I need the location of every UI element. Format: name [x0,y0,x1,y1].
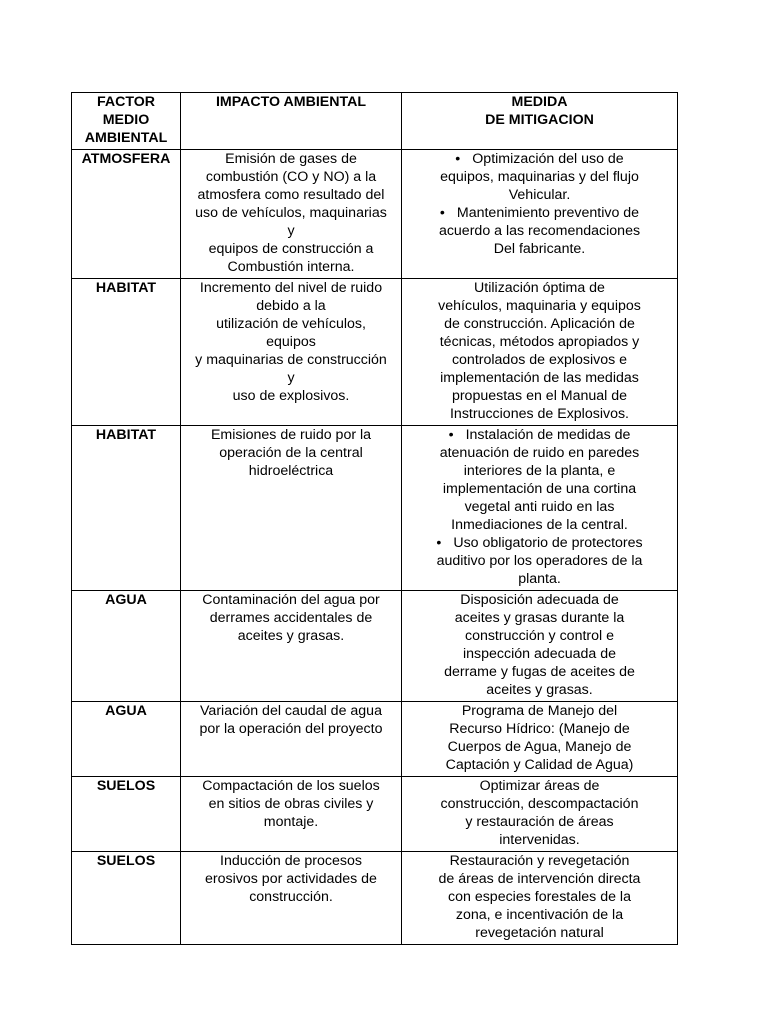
medida-line: Recurso Hídrico: (Manejo de [449,721,630,737]
medida-line: aceites y grasas durante la [454,610,625,626]
medida-line: Programa de Manejo del [461,703,618,719]
header-line: MEDIO [102,112,150,128]
medida-line: construcción y control e [464,628,615,644]
medida-line: Restauración y revegetación [449,853,630,869]
impacto-line: combustión (CO y NO) a la [205,169,377,185]
header-line: MEDIDA [511,94,568,110]
factor-cell: HABITAT [72,426,181,591]
medida-cell [402,777,678,852]
medida-cell [402,852,678,945]
medida-bullet-item: • Instalación de medidas de [405,426,674,444]
medida-bullet-item: • Mantenimiento preventivo de [405,204,674,222]
impacto-line: uso de explosivos. [232,388,350,404]
medida-line: construcción, descompactación [440,796,639,812]
table-row [72,426,678,591]
header-medida [402,93,678,150]
medida-bullet-item: • Optimización del uso de [405,150,674,168]
medida-line: Optimizar áreas de [479,778,600,794]
impacto-line: Combustión interna. [227,259,355,275]
medida-line: atenuación de ruido en paredes [439,445,640,461]
medida-line: y restauración de áreas [465,814,614,830]
medida-line: implementación de una cortina [442,481,637,497]
medida-line: de construcción. Aplicación de [444,316,635,332]
factor-cell: AGUA [72,591,181,702]
impacto-line: equipos [266,334,316,350]
medida-bullet-item: • Uso obligatorio de protectores [405,534,674,552]
impacto-cell [181,852,402,945]
table-row [72,777,678,852]
header-line: AMBIENTAL [84,130,168,146]
impacto-line: montaje. [263,814,319,830]
medida-line: Vehicular. [508,187,571,203]
impacto-line: construcción. [249,889,333,905]
impacto-line: hidroeléctrica [248,463,334,479]
impacto-line: erosivos por actividades de [205,871,377,887]
table-row [72,150,678,279]
mitigation-table [71,92,678,945]
medida-cell [402,279,678,426]
impacto-cell [181,591,402,702]
medida-line: propuestas en el Manual de [451,388,628,404]
table-row [72,702,678,777]
medida-cell [402,150,678,279]
medida-line: Del fabricante. [493,241,586,257]
impacto-line: aceites y grasas. [237,628,345,644]
impacto-line: y [287,370,295,386]
medida-line: vehículos, maquinaria y equipos [438,298,641,314]
medida-line: aceites y grasas. [486,682,593,698]
table-body [72,150,678,945]
medida-line: Inmediaciones de la central. [451,517,628,533]
header-factor [72,93,181,150]
impacto-line: Emisión de gases de [225,151,357,167]
impacto-line: Incremento del nivel de ruido [199,280,383,296]
impacto-line: y [287,223,295,239]
impacto-line: Emisiones de ruido por la [210,427,372,443]
medida-line: Cuerpos de Agua, Manejo de [447,739,632,755]
medida-line: con especies forestales de la [448,889,631,905]
medida-line: Instrucciones de Explosivos. [449,406,629,422]
impacto-line: debido a la [256,298,326,314]
header-line: IMPACTO AMBIENTAL [215,94,366,110]
medida-line: Captación y Calidad de Agua) [445,757,634,773]
impacto-line: uso de vehículos, maquinarias [195,205,387,221]
medida-cell [402,591,678,702]
medida-line: Utilización óptima de [474,280,605,296]
impacto-line: por la operación del proyecto [199,721,383,737]
impacto-line: atmosfera como resultado del [197,187,385,203]
medida-cell [402,426,678,591]
medida-line: acuerdo a las recomendaciones [438,223,641,239]
medida-cell [402,702,678,777]
factor-cell: ATMOSFERA [72,150,181,279]
impacto-line: derrames accidentales de [209,610,373,626]
medida-line: inspección adecuada de [462,646,617,662]
medida-line: vegetal anti ruido en las [464,499,615,515]
impacto-line: Compactación de los suelos [202,778,380,794]
medida-line: controlados de explosivos e [451,352,628,368]
impacto-cell [181,279,402,426]
factor-cell: AGUA [72,702,181,777]
impacto-cell [181,426,402,591]
medida-line: zona, e incentivación de la [455,907,624,923]
table-row [72,852,678,945]
impacto-cell [181,150,402,279]
table-row [72,279,678,426]
medida-line: derrame y fugas de aceites de [444,664,635,680]
medida-line: intervenidas. [499,832,580,848]
impacto-line: en sitios de obras civiles y [208,796,374,812]
impacto-line: y maquinarias de construcción [195,352,387,368]
medida-line: planta. [518,571,561,587]
impacto-line: operación de la central [219,445,363,461]
impacto-line: equipos de construcción a [208,241,374,257]
medida-line: auditivo por los operadores de la [436,553,643,569]
impacto-cell [181,777,402,852]
medida-line: interiores de la planta, e [463,463,616,479]
table-header-row [72,93,678,150]
impacto-line: utilización de vehículos, [216,316,366,332]
medida-line: de áreas de intervención directa [438,871,641,887]
table-row [72,591,678,702]
factor-cell: SUELOS [72,852,181,945]
factor-cell: HABITAT [72,279,181,426]
header-impacto [181,93,402,150]
header-line: FACTOR [96,94,156,110]
medida-line: equipos, maquinarias y del flujo [440,169,639,185]
factor-cell: SUELOS [72,777,181,852]
medida-line: técnicas, métodos apropiados y [439,334,640,350]
medida-line: implementación de las medidas [440,370,639,386]
impacto-cell [181,702,402,777]
medida-line: revegetación natural [475,925,604,941]
impacto-line: Variación del caudal de agua [200,703,382,719]
header-line: DE MITIGACION [485,112,594,128]
medida-line: Disposición adecuada de [460,592,619,608]
impacto-line: Contaminación del agua por [202,592,380,608]
impacto-line: Inducción de procesos [220,853,362,869]
